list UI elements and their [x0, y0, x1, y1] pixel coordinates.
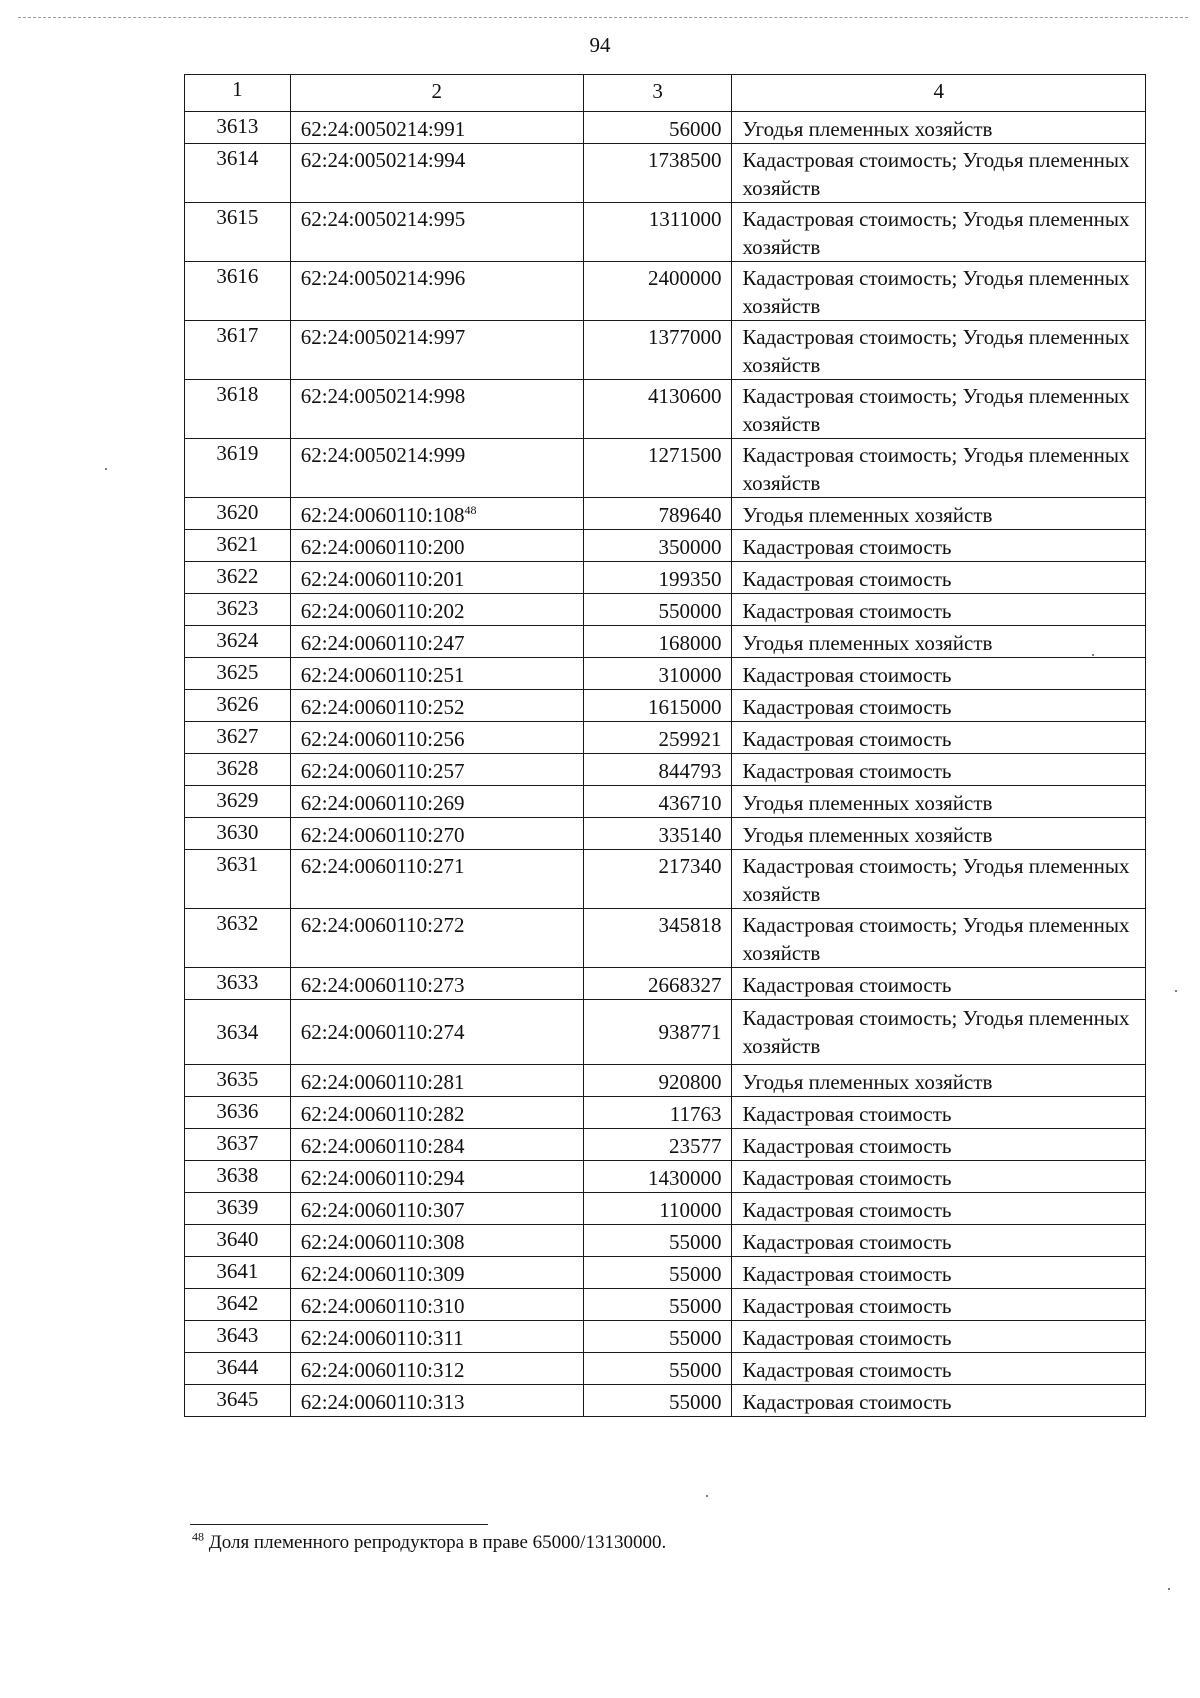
value-cell: 217340: [583, 850, 732, 909]
table-row: [185, 786, 1146, 818]
column-header-4: 4: [732, 75, 1146, 112]
cadastral-number-cell: [290, 112, 583, 144]
table-row: [185, 203, 1146, 262]
column-header-2: 2: [290, 75, 583, 112]
table-row: [185, 498, 1146, 530]
footnote-text: Доля племенного репродуктора в праве 65000/13130000.: [208, 1532, 667, 1553]
description-cell: Кадастровая стоимость: [732, 1289, 1146, 1321]
value-cell: 844793: [583, 754, 732, 786]
description-cell: Кадастровая стоимость: [732, 530, 1146, 562]
description-cell: Угодья племенных хозяйств: [732, 1065, 1146, 1097]
value-cell: 550000: [583, 594, 732, 626]
description-cell: Кадастровая стоимость: [732, 562, 1146, 594]
description-cell: Кадастровая стоимость: [732, 1385, 1146, 1417]
row-number-cell: 3635: [185, 1065, 291, 1097]
cadastral-number: 62:24:0060110:274: [300, 1020, 465, 1044]
value-cell: 436710: [583, 786, 732, 818]
row-number-cell: 3628: [185, 754, 291, 786]
table-row: [185, 754, 1146, 786]
value-cell: 110000: [583, 1193, 732, 1225]
value-cell: 350000: [583, 530, 732, 562]
column-header-3: 3: [583, 75, 732, 112]
description-cell: Кадастровая стоимость; Угодья племенных хозяйств: [732, 380, 1146, 439]
value-cell: 1311000: [583, 203, 732, 262]
description-cell: Кадастровая стоимость; Угодья племенных хозяйств: [732, 262, 1146, 321]
table-row: [185, 1193, 1146, 1225]
cadastral-number-cell: [290, 594, 583, 626]
row-number-cell: 3640: [185, 1225, 291, 1257]
cadastral-number: 62:24:0060110:307: [300, 1198, 465, 1222]
cadastral-number: 62:24:0060110:312: [300, 1358, 465, 1382]
row-number-cell: 3615: [185, 203, 291, 262]
row-number-cell: 3626: [185, 690, 291, 722]
description-cell: Угодья племенных хозяйств: [732, 786, 1146, 818]
description-cell: Кадастровая стоимость: [732, 594, 1146, 626]
row-number-cell: 3616: [185, 262, 291, 321]
row-number-cell: 3631: [185, 850, 291, 909]
row-number-cell: 3618: [185, 380, 291, 439]
cadastral-number: 62:24:0060110:257: [300, 759, 465, 783]
cadastral-number: 62:24:0050214:996: [300, 266, 466, 290]
cadastral-number: 62:24:0060110:308: [300, 1230, 465, 1254]
table-row: [185, 380, 1146, 439]
row-number-cell: 3633: [185, 968, 291, 1000]
cadastral-number: 62:24:0060110:281: [300, 1070, 465, 1094]
value-cell: 938771: [583, 1000, 732, 1065]
cadastral-number: 62:24:0060110:269: [300, 791, 465, 815]
scan-speck: [1092, 654, 1094, 656]
row-number-cell: 3630: [185, 818, 291, 850]
description-cell: Угодья племенных хозяйств: [732, 498, 1146, 530]
description-cell: Кадастровая стоимость; Угодья племенных хозяйств: [732, 203, 1146, 262]
scan-speck: [1168, 1588, 1170, 1590]
row-number-cell: 3634: [185, 1000, 291, 1065]
value-cell: 55000: [583, 1385, 732, 1417]
cadastral-number-cell: [290, 530, 583, 562]
description-cell: Кадастровая стоимость: [732, 1129, 1146, 1161]
table-row: [185, 626, 1146, 658]
table-row: [185, 658, 1146, 690]
cadastral-number: 62:24:0060110:256: [300, 727, 465, 751]
table-row: [185, 112, 1146, 144]
table-row: [185, 562, 1146, 594]
row-number-cell: 3639: [185, 1193, 291, 1225]
value-cell: 55000: [583, 1225, 732, 1257]
cadastral-number: 62:24:0060110:251: [300, 663, 465, 687]
cadastral-number-cell: [290, 1161, 583, 1193]
description-cell: Кадастровая стоимость; Угодья племенных хозяйств: [732, 1000, 1146, 1065]
table-row: [185, 1000, 1146, 1065]
table-header-row: [185, 75, 1146, 112]
row-number-cell: 3629: [185, 786, 291, 818]
cadastral-number-cell: [290, 380, 583, 439]
description-cell: Угодья племенных хозяйств: [732, 626, 1146, 658]
description-cell: Кадастровая стоимость: [732, 1353, 1146, 1385]
cadastral-number: 62:24:0050214:995: [300, 207, 466, 231]
table-row: [185, 818, 1146, 850]
cadastral-number-cell: [290, 968, 583, 1000]
value-cell: 2668327: [583, 968, 732, 1000]
value-cell: 55000: [583, 1257, 732, 1289]
table-row: [185, 1257, 1146, 1289]
row-number-cell: 3644: [185, 1353, 291, 1385]
description-cell: Кадастровая стоимость; Угодья племенных хозяйств: [732, 321, 1146, 380]
cadastral-number: 62:24:0050214:998: [300, 384, 466, 408]
cadastral-number-cell: [290, 1353, 583, 1385]
table-row: [185, 262, 1146, 321]
column-header-1: 1: [185, 75, 291, 112]
cadastral-number-cell: [290, 1257, 583, 1289]
footnote-reference: 48: [464, 503, 477, 517]
value-cell: 199350: [583, 562, 732, 594]
row-number-cell: 3621: [185, 530, 291, 562]
cadastral-number: 62:24:0060110:310: [300, 1294, 465, 1318]
value-cell: 259921: [583, 722, 732, 754]
row-number-cell: 3619: [185, 439, 291, 498]
row-number-cell: 3642: [185, 1289, 291, 1321]
row-number-cell: 3623: [185, 594, 291, 626]
cadastral-number: 62:24:0050214:994: [300, 148, 466, 172]
table-row: [185, 1097, 1146, 1129]
cadastral-number: 62:24:0060110:273: [300, 973, 465, 997]
page-number: 94: [589, 33, 611, 57]
cadastral-table: [184, 74, 1146, 1417]
description-cell: Кадастровая стоимость: [732, 1097, 1146, 1129]
table-row: [185, 594, 1146, 626]
cadastral-number: 62:24:0050214:999: [300, 443, 466, 467]
table-row: [185, 968, 1146, 1000]
cadastral-number: 62:24:0050214:997: [300, 325, 466, 349]
description-cell: Кадастровая стоимость; Угодья племенных хозяйств: [732, 909, 1146, 968]
cadastral-number-cell: [290, 850, 583, 909]
cadastral-number-cell: [290, 626, 583, 658]
value-cell: 1271500: [583, 439, 732, 498]
description-cell: Кадастровая стоимость: [732, 1257, 1146, 1289]
footnote: [192, 1529, 667, 1554]
table-row: [185, 321, 1146, 380]
cadastral-number-cell: [290, 722, 583, 754]
table-row: [185, 1385, 1146, 1417]
description-cell: Кадастровая стоимость: [732, 1321, 1146, 1353]
table-row: [185, 1161, 1146, 1193]
cadastral-number: 62:24:0060110:311: [300, 1326, 464, 1350]
value-cell: 23577: [583, 1129, 732, 1161]
value-cell: 1377000: [583, 321, 732, 380]
table-row: [185, 144, 1146, 203]
value-cell: 789640: [583, 498, 732, 530]
description-cell: Кадастровая стоимость: [732, 1161, 1146, 1193]
value-cell: 1615000: [583, 690, 732, 722]
cadastral-number: 62:24:0060110:247: [300, 631, 465, 655]
table-row: [185, 439, 1146, 498]
scan-speck: [706, 1495, 708, 1497]
scan-speck: [1175, 990, 1177, 992]
cadastral-number-cell: [290, 1129, 583, 1161]
row-number-cell: 3624: [185, 626, 291, 658]
description-cell: Кадастровая стоимость: [732, 690, 1146, 722]
table-row: [185, 1289, 1146, 1321]
table-body: [185, 75, 1146, 1417]
cadastral-number: 62:24:0060110:202: [300, 599, 465, 623]
description-cell: Кадастровая стоимость: [732, 968, 1146, 1000]
description-cell: Кадастровая стоимость: [732, 1225, 1146, 1257]
cadastral-number-cell: [290, 754, 583, 786]
row-number-cell: 3645: [185, 1385, 291, 1417]
row-number-cell: 3632: [185, 909, 291, 968]
table-row: [185, 1129, 1146, 1161]
cadastral-number: 62:24:0060110:252: [300, 695, 465, 719]
cadastral-number: 62:24:0060110:201: [300, 567, 465, 591]
cadastral-number-cell: [290, 818, 583, 850]
value-cell: 55000: [583, 1321, 732, 1353]
cadastral-number: 62:24:0050214:991: [300, 117, 466, 141]
cadastral-number-cell: [290, 1321, 583, 1353]
value-cell: 2400000: [583, 262, 732, 321]
cadastral-number-cell: [290, 909, 583, 968]
cadastral-number-cell: [290, 321, 583, 380]
value-cell: 335140: [583, 818, 732, 850]
row-number-cell: 3625: [185, 658, 291, 690]
cadastral-number: 62:24:0060110:200: [300, 535, 465, 559]
row-number-cell: 3638: [185, 1161, 291, 1193]
row-number-cell: 3641: [185, 1257, 291, 1289]
row-number-cell: 3613: [185, 112, 291, 144]
description-cell: Кадастровая стоимость: [732, 722, 1146, 754]
value-cell: 1430000: [583, 1161, 732, 1193]
cadastral-number-cell: [290, 262, 583, 321]
cadastral-number-cell: [290, 1225, 583, 1257]
cadastral-number: 62:24:0060110:108: [300, 503, 465, 527]
footnote-mark: 48: [192, 1529, 204, 1544]
row-number-cell: 3622: [185, 562, 291, 594]
cadastral-number-cell: [290, 144, 583, 203]
row-number-cell: 3643: [185, 1321, 291, 1353]
value-cell: 920800: [583, 1065, 732, 1097]
table-row: [185, 530, 1146, 562]
row-number-cell: 3637: [185, 1129, 291, 1161]
value-cell: 345818: [583, 909, 732, 968]
table-row: [185, 1353, 1146, 1385]
cadastral-number: 62:24:0060110:309: [300, 1262, 465, 1286]
description-cell: Кадастровая стоимость: [732, 658, 1146, 690]
row-number-cell: 3614: [185, 144, 291, 203]
description-cell: Угодья племенных хозяйств: [732, 818, 1146, 850]
value-cell: 168000: [583, 626, 732, 658]
cadastral-number-cell: [290, 1097, 583, 1129]
cadastral-number-cell: [290, 439, 583, 498]
value-cell: 4130600: [583, 380, 732, 439]
cadastral-number: 62:24:0060110:284: [300, 1134, 465, 1158]
description-cell: Угодья племенных хозяйств: [732, 112, 1146, 144]
cadastral-number-cell: [290, 1385, 583, 1417]
cadastral-number-cell: [290, 1289, 583, 1321]
description-cell: Кадастровая стоимость; Угодья племенных хозяйств: [732, 439, 1146, 498]
cadastral-number-cell: [290, 562, 583, 594]
cadastral-number-cell: [290, 203, 583, 262]
row-number-cell: 3620: [185, 498, 291, 530]
description-cell: Кадастровая стоимость; Угодья племенных хозяйств: [732, 144, 1146, 203]
cadastral-number: 62:24:0060110:294: [300, 1166, 465, 1190]
cadastral-number-cell: [290, 1193, 583, 1225]
value-cell: 310000: [583, 658, 732, 690]
value-cell: 55000: [583, 1289, 732, 1321]
cadastral-number-cell: [290, 498, 583, 530]
cadastral-number: 62:24:0060110:272: [300, 913, 465, 937]
table-row: [185, 850, 1146, 909]
table-row: [185, 909, 1146, 968]
description-cell: Кадастровая стоимость: [732, 754, 1146, 786]
cadastral-number-cell: [290, 658, 583, 690]
table-row: [185, 1225, 1146, 1257]
table-row: [185, 690, 1146, 722]
scan-edge-line: [18, 17, 1188, 18]
description-cell: Кадастровая стоимость: [732, 1193, 1146, 1225]
scan-speck: [105, 468, 107, 470]
table-row: [185, 722, 1146, 754]
cadastral-number: 62:24:0060110:271: [300, 854, 465, 878]
cadastral-number: 62:24:0060110:270: [300, 823, 465, 847]
cadastral-number: 62:24:0060110:313: [300, 1390, 465, 1414]
value-cell: 11763: [583, 1097, 732, 1129]
table-row: [185, 1321, 1146, 1353]
value-cell: 55000: [583, 1353, 732, 1385]
row-number-cell: 3627: [185, 722, 291, 754]
footnote-separator: [190, 1524, 488, 1525]
value-cell: 1738500: [583, 144, 732, 203]
table-row: [185, 1065, 1146, 1097]
row-number-cell: 3636: [185, 1097, 291, 1129]
cadastral-number-cell: [290, 690, 583, 722]
cadastral-number-cell: [290, 1065, 583, 1097]
row-number-cell: 3617: [185, 321, 291, 380]
cadastral-number-cell: [290, 1000, 583, 1065]
value-cell: 56000: [583, 112, 732, 144]
cadastral-number-cell: [290, 786, 583, 818]
description-cell: Кадастровая стоимость; Угодья племенных хозяйств: [732, 850, 1146, 909]
cadastral-number: 62:24:0060110:282: [300, 1102, 465, 1126]
